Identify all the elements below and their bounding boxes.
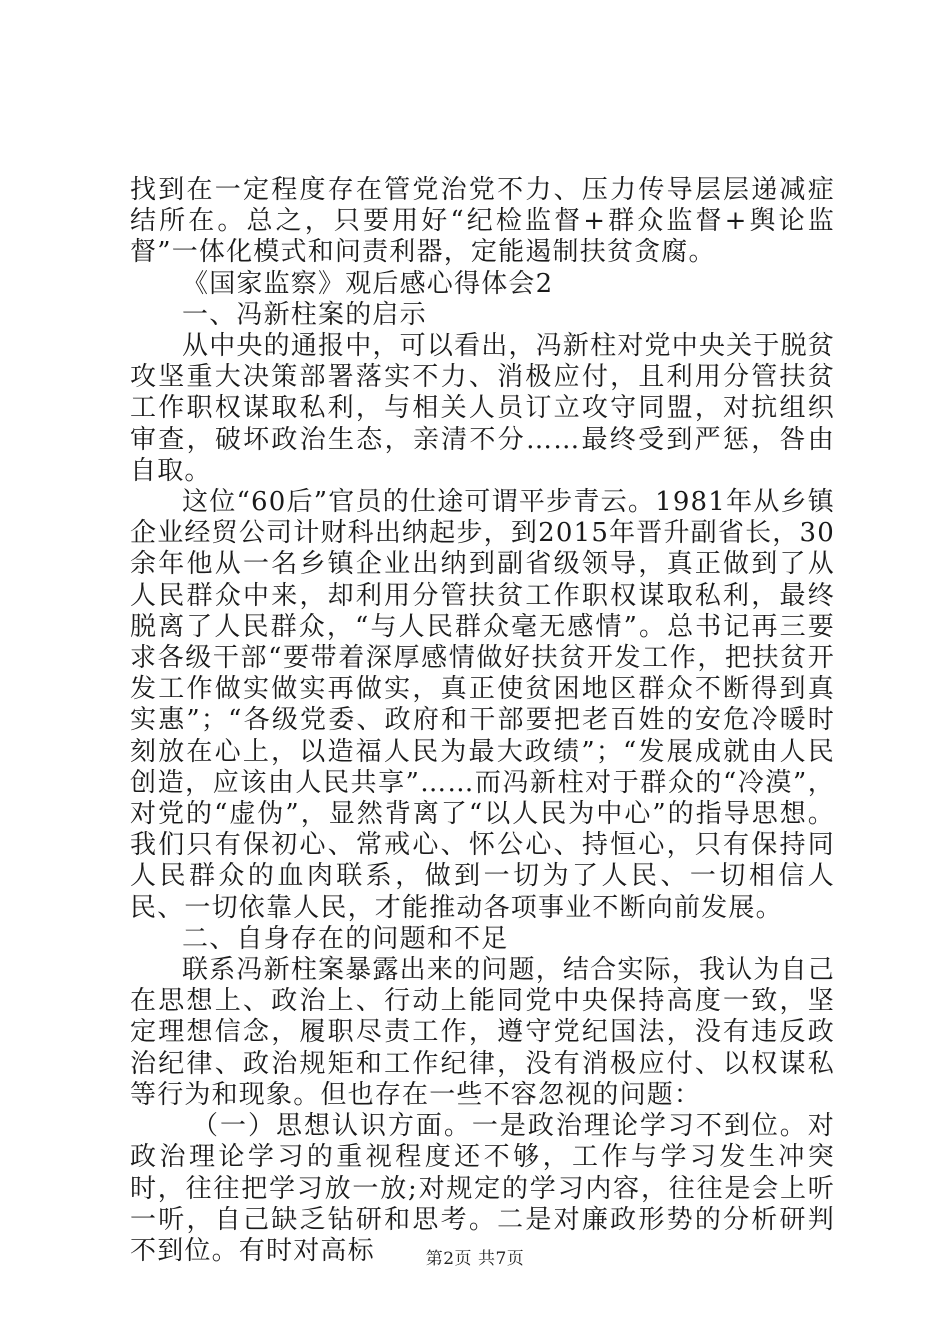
page-number-footer: 第2页 共7页	[425, 1249, 525, 1269]
paragraph: 联系冯新柱案暴露出来的问题，结合实际，我认为自己在思想上、政治上、行动上能同党中央保持高度一致，坚定理想信念，履职尽责工作，遵守党纪国法，没有违反政治纪律、政治规矩和工作纪律，没有消极应付、以权谋私等行为和现象。但也存在一些不容忽视的问题：	[130, 955, 835, 1110]
paragraph: 这位“60后”官员的仕途可谓平步青云。1981年从乡镇企业经贸公司计财科出纳起步，到2015年晋升副省长，30余年他从一名乡镇企业出纳到副省级领导，真正做到了从人民群众中来，却利用分管扶贫工作职权谋取私利，最终脱离了人民群众，“与人民群众毫无感情”。总书记再三要求各级干部“要带着深厚感情做好扶贫开发工作，把扶贫开发工作做实做实再做实，真正使贫困地区群众不断得到真实惠”；“各级党委、政府和干部要把老百姓的安危冷暖时刻放在心上，以造福人民为最大政绩”；“发展成就由人民创造，应该由人民共享”……而冯新柱对于群众的“冷漠”，对党的“虚伪”，显然背离了“以人民为中心”的指导思想。我们只有保初心、常戒心、怀公心、持恒心，只有保持同人民群众的血肉联系，做到一切为了人民、一切相信人民、一切依靠人民，才能推动各项事业不断向前发展。	[130, 487, 835, 923]
document-body	[130, 175, 835, 1267]
document-title: 《国家监察》观后感心得体会2	[182, 268, 554, 299]
paragraph: 从中央的通报中，可以看出，冯新柱对党中央关于脱贫攻坚重大决策部署落实不力、消极应付，且利用分管扶贫工作职权谋取私利，与相关人员订立攻守同盟，对抗组织审查，破坏政治生态，亲清不分……最终受到严惩，咎由自取。	[130, 331, 835, 486]
section-heading-1: 一、冯新柱案的启示	[182, 299, 427, 330]
section-heading-2: 二、自身存在的问题和不足	[182, 923, 509, 954]
paragraph: （一）思想认识方面。一是政治理论学习不到位。对政治理论学习的重视程度还不够，工作与学习发生冲突时，往往把学习放一放;对规定的学习内容，往往是会上听一听，自己缺乏钻研和思考。二是对廉政形势的分析研判不到位。有时对高标	[130, 1111, 835, 1266]
paragraph-continuation: 找到在一定程度存在管党治党不力、压力传导层层递减症结所在。总之，只要用好“纪检监督+群众监督+舆论监督”一体化模式和问责利器，定能遏制扶贫贪腐。	[130, 175, 835, 268]
